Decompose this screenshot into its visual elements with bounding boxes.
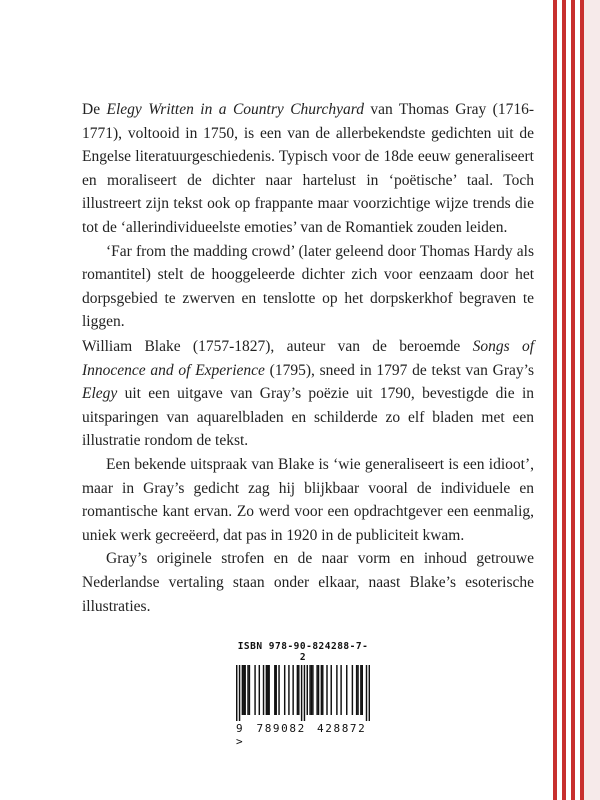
barcode-bar (239, 665, 240, 721)
barcode-digit-group-1: 789082 (256, 722, 306, 735)
barcode-bar (316, 665, 317, 715)
barcode-bar (244, 665, 245, 715)
elegy-short-title: Elegy (82, 385, 118, 403)
barcode-bar (312, 665, 313, 715)
paragraph-text: uit een uitgave van Gray’s poëzie uit 1790, bevestigde die in uitsparingen van aquarelbladen en schilderde zo elf bladen met een illustratie rondom de tekst. (82, 385, 534, 450)
barcode-bar (249, 665, 250, 715)
paragraph-text: William Blake (1757-1827), auteur van de beroemde (82, 338, 473, 355)
barcode-bar (352, 665, 353, 715)
barcode-bar (288, 665, 289, 715)
barcode-bar (301, 665, 302, 721)
barcode-bar (311, 665, 312, 715)
paragraph-text: De (82, 101, 107, 118)
barcode-bar (346, 665, 347, 715)
barcode-bar (259, 665, 260, 715)
barcode-bar (362, 665, 363, 715)
barcode-bar (284, 665, 285, 715)
barcode-bar (243, 665, 244, 715)
barcode-bar (309, 665, 310, 715)
barcode-bar (266, 665, 267, 715)
barcode-bar (336, 665, 337, 715)
barcode-bar (326, 665, 327, 715)
barcode-bar (267, 665, 268, 715)
barcode-bar (298, 665, 299, 715)
paragraph-madding-crowd: ‘Far from the madding crowd’ (later geleend door Thomas Hardy als romantitel) stelt de hooggeleerde dichter zich voor eenzaam door het dorpsgebied te zwerven en tenslotte op het dorpskerkhof begraven te liggen. (82, 242, 534, 331)
barcode-bar (275, 665, 276, 715)
paragraph-blake-intro (82, 335, 534, 453)
barcode-bar (278, 665, 279, 715)
paragraph-text: van Thomas Gray (1716-1771), voltooid in 1750, is een van de allerbekendste gedichten uit de Engelse literatuurgeschiedenis. Typisch voor de 18de eeuw generaliseert en moraliseert de dichter naar hartelust in ‘poëtische’ taal. Toch illustreert zijn tekst ook op frappante maar voorzichtige wijze trends die tot de ‘allerindividueelste emoties’ van de Romantiek zouden leiden. (82, 101, 535, 236)
barcode-bar (369, 665, 370, 721)
paragraph-gray-intro (82, 98, 534, 240)
isbn-barcode (236, 641, 370, 748)
barcode-bar (268, 665, 269, 715)
songs-title: Songs of Innocence and of Experience (82, 338, 534, 379)
barcode-digits (236, 722, 370, 748)
decorative-stripes (550, 0, 600, 800)
barcode-arrow-mark: > (236, 735, 245, 748)
barcode-bar (297, 665, 298, 715)
barcode-bar (263, 665, 264, 715)
barcode-bar (322, 665, 323, 715)
barcode-bar (331, 665, 332, 715)
barcode-bars (236, 665, 370, 721)
barcode-bar (321, 665, 322, 715)
paragraph-text: (1795), sneed in 1797 de tekst van Gray’s (264, 361, 534, 379)
barcode-bar (274, 665, 275, 715)
blake-section (82, 335, 534, 618)
barcode-bar (356, 665, 357, 715)
gray-elegy-section (82, 98, 534, 334)
barcode-bar (318, 665, 319, 715)
barcode-digit-group-2: 428872 (317, 722, 367, 735)
barcode-bar (236, 665, 237, 721)
barcode-bar (247, 665, 248, 715)
barcode-bar (340, 665, 341, 715)
barcode-bar (366, 665, 367, 721)
barcode-bar (307, 665, 308, 715)
barcode-bar (360, 665, 361, 715)
barcode-bar (304, 665, 305, 721)
elegy-title: Elegy Written in a Country Churchyard (106, 101, 364, 118)
paragraph-blake-quote: Een bekende uitspraak van Blake is ‘wie generaliseert is een idioot’, maar in Gray’s gedicht zag hij blijkbaar vooral de individuele en romantische kant ervan. Zo werd voor een opdrachtgever een eenmalig, uniek werk gecreëerd, dat pas in 1920 in de publiciteit kwam. (82, 455, 534, 544)
isbn-label: ISBN 978-90-824288-7-2 (237, 641, 369, 663)
paragraph-edition-note: Gray’s originele strofen en de naar vorm en inhoud getrouwe Nederlandse vertaling staan onder elkaar, naast Blake’s esoterische illustraties. (82, 550, 534, 615)
barcode-bar (254, 665, 255, 715)
barcode-bar (292, 665, 293, 715)
barcode-bar (242, 665, 243, 715)
barcode-bar (357, 665, 358, 715)
barcode-first-digit: 9 (236, 722, 245, 735)
